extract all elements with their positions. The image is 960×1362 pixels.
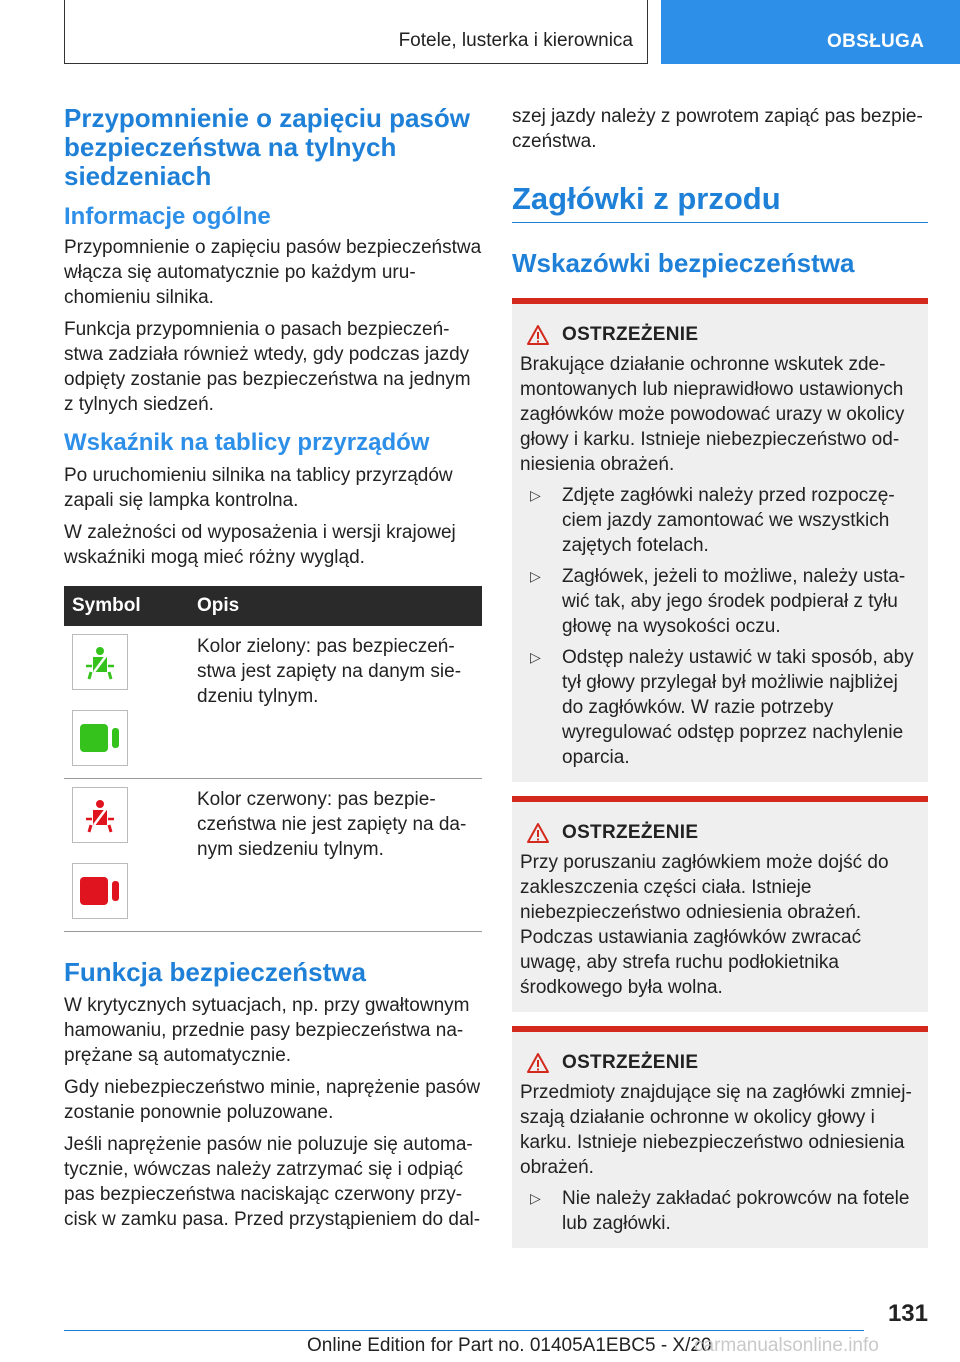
symbol-cell <box>64 626 189 779</box>
chapter-tab[interactable] <box>661 0 960 64</box>
subheading-safety-notes: Wskazówki bezpieczeństwa <box>512 248 855 278</box>
triangle-bullet-icon: ▷ <box>530 568 541 584</box>
seatbelt-icon <box>72 787 128 843</box>
symbol-cell <box>64 779 189 932</box>
paragraph: Jeśli naprężenie pasów nie poluzuje się automatycznie, wówczas należy zatrzymać się i odpiąć pas bezpieczeństwa naciskając czerwony przycisk w zamku pasa. Przed przystąpieniem do dal- <box>64 1134 481 1230</box>
paragraph-continued: szej jazdy należy z powrotem zapiąć pas bezpieczeństwa. <box>512 106 923 152</box>
warning-title <box>520 324 920 346</box>
warning-triangle-icon <box>526 1052 550 1074</box>
seatbelt-icon <box>72 634 128 690</box>
indicator-table <box>64 586 482 932</box>
left-column <box>64 104 482 1232</box>
warning-text: Brakujące działanie ochronne wskutek zdemontowanych lub nieprawidłowo ustawionych zagłówków może powodować urazy w okolicy głowy i karku. Istnieje niebezpieczeństwo odniesienia obrażeń. <box>520 354 905 475</box>
warning-text: Przy poruszaniu zagłówkiem może dojść do zakleszczenia części ciała. Istnieje niebezpieczeństwo odniesienia obrażeń. Podczas ustawiania zagłówków zwracać uwagę, aby strefa ruchu podłokietnika środkowego była wolna. <box>520 852 889 998</box>
triangle-bullet-icon: ▷ <box>530 487 541 503</box>
right-column <box>512 104 928 1248</box>
table-row <box>64 626 482 779</box>
description-cell: Kolor czerwony: pas bezpieczeństwa nie jest zapięty na danym siedzeniu tylnym. <box>189 779 482 932</box>
warning-label: OSTRZEŻENIE <box>562 324 699 345</box>
warning-box <box>512 796 928 1012</box>
paragraph: Po uruchomieniu silnika na tablicy przyrządów zapali się lampka kontrolna. <box>64 465 453 511</box>
triangle-bullet-icon: ▷ <box>530 649 541 665</box>
list-item: ▷ Zagłówek, jeżeli to możliwe, należy ustawić tak, aby jego środek podpierał z tyłu głowę na wysokości oczu. <box>520 564 920 639</box>
rear-seat-indicator-icon <box>72 710 128 766</box>
list-item: ▷ Zdjęte zagłówki należy przed rozpoczęciem jazdy zamontować we wszystkich zajętych fotelach. <box>520 483 920 558</box>
warning-text: Przedmioty znajdujące się na zagłówki zmniejszają działanie ochronne w okolicy głowy i karku. Istnieje niebezpieczeństwo odniesienia obrażeń. <box>520 1082 912 1178</box>
warning-triangle-icon <box>526 324 550 346</box>
section-heading: Przypomnienie o zapięciu pasów bezpieczeństwa na tylnych siedzeniach <box>64 103 470 191</box>
header-frame <box>64 0 648 64</box>
section-title: Fotele, lusterka i kierownica <box>398 30 633 51</box>
list-item: ▷ Odstęp należy ustawić w taki sposób, aby tył głowy przylegał był możliwie najbliżej do zagłówków. W razie potrzeby wyregulować odstęp poprzez nachylenie oparcia. <box>520 645 920 770</box>
chapter-heading: Zagłówki z przodu <box>512 180 928 223</box>
page-number: 131 <box>887 1300 928 1327</box>
footer-divider <box>64 1330 864 1331</box>
subheading-indicator: Wskaźnik na tablicy przyrządów <box>64 429 430 456</box>
triangle-bullet-icon: ▷ <box>530 1190 541 1206</box>
warning-box <box>512 298 928 782</box>
footer-edition: Online Edition for Part no. 01405A1EBC5 - X/20 <box>307 1335 712 1356</box>
warning-box <box>512 1026 928 1248</box>
table-header-description: Opis <box>189 586 482 626</box>
chapter-tab-label: OBSŁUGA <box>827 30 925 52</box>
rear-seat-indicator-icon <box>72 863 128 919</box>
watermark: carmanualsonline.info <box>694 1335 879 1356</box>
paragraph: Funkcja przypomnienia o pasach bezpieczeństwa zadziała również wtedy, gdy podczas jazdy odpięty zostanie pas bezpieczeństwa na jednym z tylnych siedzeń. <box>64 319 471 415</box>
warning-label: OSTRZEŻENIE <box>562 822 699 843</box>
list-item: ▷ Nie należy zakładać pokrowców na fotele lub zagłówki. <box>520 1186 920 1236</box>
warning-label: OSTRZEŻENIE <box>562 1052 699 1073</box>
paragraph: W krytycznych sytuacjach, np. przy gwałtownym hamowaniu, przednie pasy bezpieczeństwa naprężane są automatycznie. <box>64 995 470 1066</box>
table-row <box>64 779 482 932</box>
warning-title <box>520 822 920 844</box>
table-header-symbol: Symbol <box>64 586 189 626</box>
paragraph: Gdy niebezpieczeństwo minie, naprężenie pasów zostanie ponownie poluzowane. <box>64 1077 481 1123</box>
section-heading-safety-function: Funkcja bezpieczeństwa <box>64 957 366 987</box>
paragraph: W zależności od wyposażenia i wersji krajowej wskaźniki mogą mieć różny wygląd. <box>64 522 456 568</box>
paragraph: Przypomnienie o zapięciu pasów bezpieczeństwa włącza się automatycznie po każdym uruchomieniu silnika. <box>64 237 482 308</box>
warning-triangle-icon <box>526 822 550 844</box>
subheading-general: Informacje ogólne <box>64 203 271 230</box>
warning-title <box>520 1052 920 1074</box>
description-cell: Kolor zielony: pas bezpieczeństwa jest zapięty na danym siedzeniu tylnym. <box>189 626 482 779</box>
